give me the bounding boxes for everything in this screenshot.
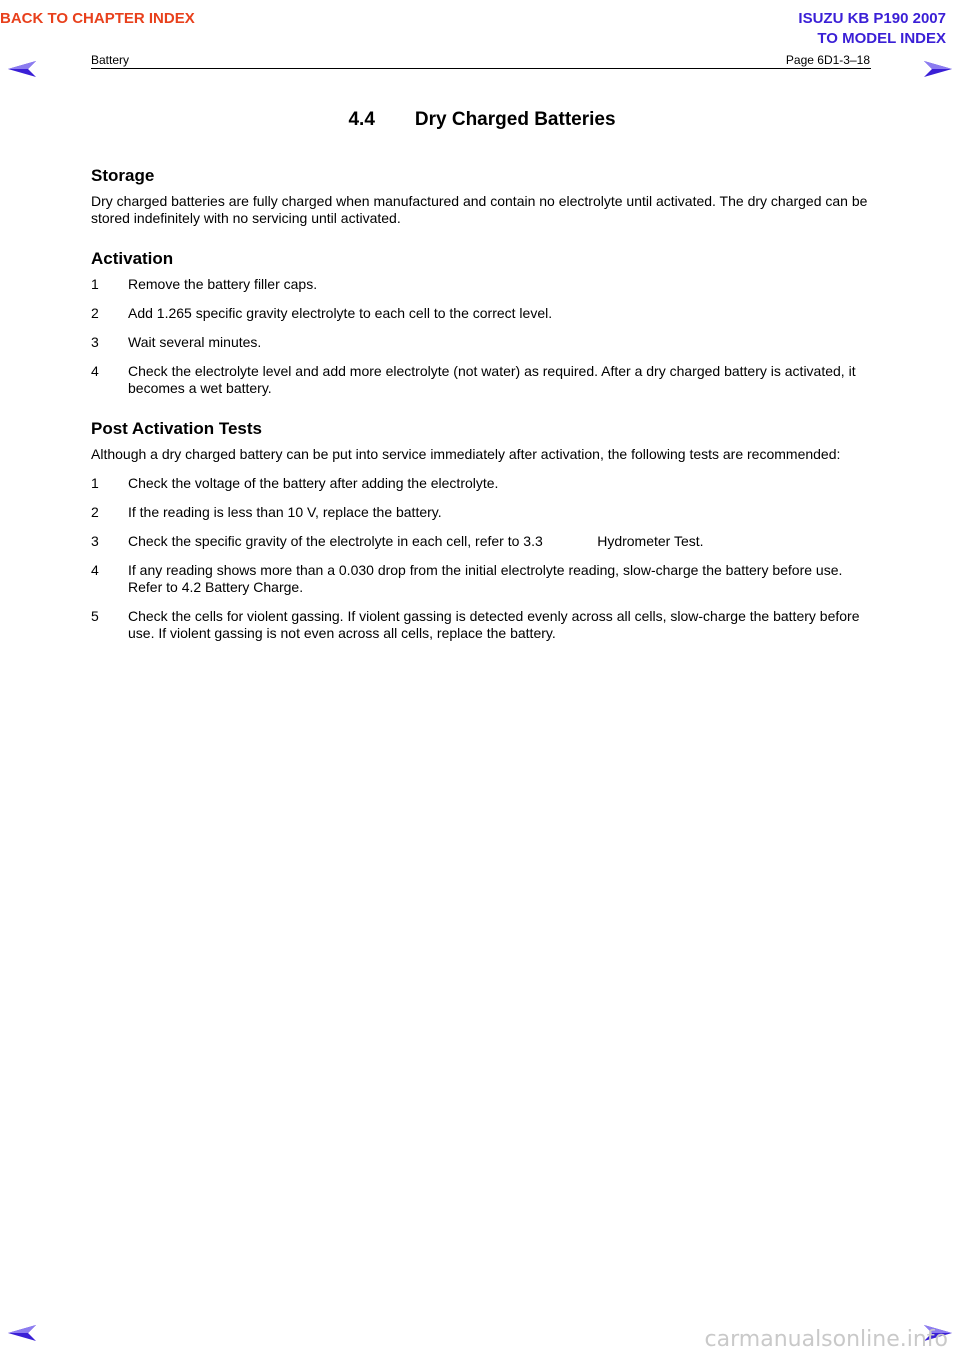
page-content xyxy=(91,108,873,664)
step-number: 1 xyxy=(91,475,99,491)
watermark: carmanualsonline.info xyxy=(704,1327,948,1352)
arrow-left-icon[interactable] xyxy=(6,59,38,79)
step-number: 1 xyxy=(91,276,99,292)
step-number: 2 xyxy=(91,305,99,321)
step-number: 3 xyxy=(91,533,99,549)
activation-step xyxy=(91,334,873,351)
post-activation-intro: Although a dry charged battery can be put into service immediately after activation, the following tests are recommended: xyxy=(91,446,841,462)
activation-heading: Activation xyxy=(91,249,174,268)
step-text: Check the voltage of the battery after adding the electrolyte. xyxy=(128,475,499,491)
storage-section xyxy=(91,166,873,227)
step-number: 3 xyxy=(91,334,99,350)
section-title-text: Dry Charged Batteries xyxy=(414,109,616,130)
post-activation-step xyxy=(91,533,873,550)
back-to-chapter-index-link[interactable]: BACK TO CHAPTER INDEX xyxy=(0,10,195,27)
post-activation-step xyxy=(91,562,873,596)
section-number: 4.4 xyxy=(348,109,375,130)
header-page-number: Page 6D1-3–18 xyxy=(785,53,870,67)
activation-step xyxy=(91,305,873,322)
step-text: Remove the battery filler caps. xyxy=(128,276,318,292)
header-divider xyxy=(91,68,871,69)
section-title xyxy=(91,108,873,132)
step-text: Wait several minutes. xyxy=(128,334,262,350)
post-activation-section xyxy=(91,419,873,642)
post-activation-step xyxy=(91,475,873,492)
step-text: Check the specific gravity of the electrolyte in each cell, refer to 3.3 Hydrometer Test. xyxy=(128,533,704,549)
post-activation-step xyxy=(91,608,873,642)
step-number: 5 xyxy=(91,608,99,624)
step-text: Check the cells for violent gassing. If violent gassing is detected evenly across all cells, slow-charge the battery before use. If violent gassing is not even across all cells, replace the battery. xyxy=(128,608,860,641)
step-number: 4 xyxy=(91,363,99,379)
header-section-name: Battery xyxy=(91,53,130,67)
post-activation-step xyxy=(91,504,873,521)
step-text: If the reading is less than 10 V, replace the battery. xyxy=(128,504,442,520)
storage-text: Dry charged batteries are fully charged when manufactured and contain no electrolyte until activated. The dry charged can be stored indefinitely with no servicing until activated. xyxy=(91,193,868,226)
arrow-left-icon[interactable] xyxy=(6,1323,38,1343)
arrow-right-icon[interactable] xyxy=(922,59,954,79)
activation-section xyxy=(91,249,873,397)
storage-heading: Storage xyxy=(91,166,155,185)
step-number: 2 xyxy=(91,504,99,520)
to-model-index-link[interactable]: TO MODEL INDEX xyxy=(817,30,946,47)
post-activation-heading: Post Activation Tests xyxy=(91,419,262,438)
activation-step xyxy=(91,363,873,397)
step-text: Check the electrolyte level and add more electrolyte (not water) as required. After a dry charged battery is activated, it becomes a wet battery. xyxy=(128,363,856,396)
model-title-link[interactable]: ISUZU KB P190 2007 xyxy=(798,10,946,27)
activation-step xyxy=(91,276,873,293)
step-text: Add 1.265 specific gravity electrolyte to each cell to the correct level. xyxy=(128,305,553,321)
step-number: 4 xyxy=(91,562,99,578)
step-text: If any reading shows more than a 0.030 drop from the initial electrolyte reading, slow-charge the battery before use. Refer to 4.2 Battery Charge. xyxy=(128,562,843,595)
